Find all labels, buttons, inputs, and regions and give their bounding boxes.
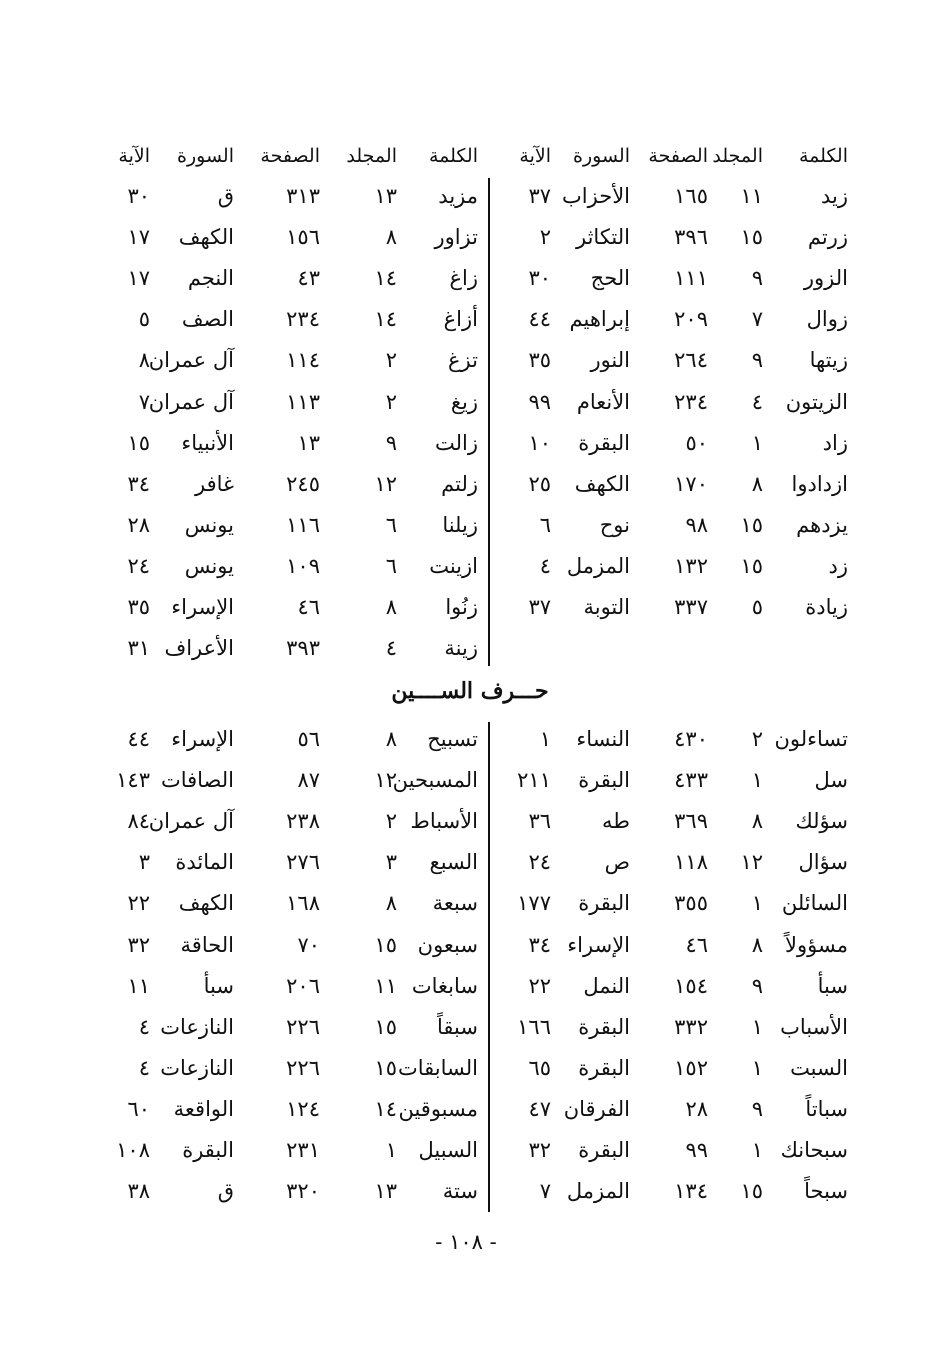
table-cell-page-num: ٤٣ <box>297 266 320 291</box>
table-cell-surah: غافر <box>194 471 234 496</box>
table-cell-volume: ١٢ <box>374 768 397 793</box>
table-cell-surah: المزمل <box>566 553 630 578</box>
table-cell-surah: النجم <box>187 266 234 291</box>
table-cell-page-num: ٢٢٦ <box>286 1055 320 1080</box>
table-cell-volume: ١٥ <box>740 1179 763 1204</box>
table-cell-ayah: ٤ <box>138 1014 150 1039</box>
table-cell-volume: ١٥ <box>740 553 763 578</box>
table-cell-word: زالت <box>435 430 478 455</box>
header-surah: السورة <box>177 145 234 167</box>
table-cell-surah: الحج <box>590 266 630 291</box>
table-cell-volume: ٢ <box>385 348 397 373</box>
table-cell-page-num: ٢٤٥ <box>286 471 320 496</box>
table-cell-volume: ٥ <box>751 595 763 619</box>
header-ayah: الآية <box>118 145 150 167</box>
table-cell-surah: البقرة <box>578 1055 630 1080</box>
table-cell-ayah: ٣٧ <box>528 184 551 208</box>
table-cell-page-num: ١٢٤ <box>286 1096 320 1121</box>
table-cell-page-num: ١٧٠ <box>674 471 708 496</box>
table-cell-page-num: ٣٩٦ <box>674 225 708 250</box>
table-cell-volume: ١٢ <box>740 850 763 875</box>
table-cell-word: سبقاً <box>437 1014 478 1039</box>
table-cell-surah: الإسراء <box>567 932 630 957</box>
table-cell-word: سباتاً <box>805 1096 848 1121</box>
table-cell-ayah: ٢٨ <box>127 512 150 537</box>
table-cell-page-num: ٣٣٢ <box>674 1014 708 1039</box>
table-cell-volume: ٢ <box>385 389 397 414</box>
table-cell-word: تساءلون <box>774 727 848 751</box>
table-cell-ayah: ٢٤ <box>528 850 551 875</box>
table-cell-word: سبعة <box>432 891 478 916</box>
header-page-num: الصفحة <box>260 145 320 167</box>
table-cell-ayah: ٥ <box>138 307 150 332</box>
table-cell-surah: الواقعة <box>173 1096 234 1121</box>
header-word: الكلمة <box>428 145 478 167</box>
table-cell-word: مزيد <box>438 184 478 208</box>
header-surah: السورة <box>573 145 630 167</box>
table-cell-word: سبأ <box>817 973 848 998</box>
table-cell-surah: ق <box>217 1179 234 1204</box>
table-cell-surah: البقرة <box>182 1138 234 1162</box>
table-cell-ayah: ١٠٨ <box>116 1138 150 1162</box>
table-cell-word: سبعون <box>417 932 478 957</box>
table-cell-page-num: ٤٦ <box>685 932 708 957</box>
table-cell-word: زاد <box>822 430 848 455</box>
table-cell-volume: ١ <box>751 1014 763 1039</box>
table-cell-page-num: ١٥٦ <box>286 225 320 250</box>
table-cell-ayah: ٤٤ <box>528 307 551 332</box>
table-cell-surah: آل عمران <box>148 389 234 414</box>
table-cell-surah: النور <box>590 348 630 373</box>
table-cell-volume: ١ <box>751 430 763 455</box>
column-divider <box>488 722 490 1212</box>
table-cell-volume: ١ <box>385 1138 397 1162</box>
table-cell-volume: ٧ <box>751 307 763 332</box>
table-cell-surah: الكهف <box>574 471 630 496</box>
table-cell-ayah: ٨ <box>138 348 150 373</box>
table-cell-ayah: ٦٠ <box>127 1096 150 1121</box>
table-cell-surah: الأعراف <box>164 636 234 661</box>
table-cell-ayah: ٣٨ <box>127 1179 150 1204</box>
table-cell-word: زيادة <box>805 595 848 619</box>
table-cell-volume: ١٣ <box>374 1179 397 1204</box>
table-cell-word: مسؤولاً <box>785 932 848 957</box>
table-cell-word: ازينت <box>429 553 478 578</box>
table-cell-page-num: ٥٦ <box>297 727 320 751</box>
table-cell-ayah: ٩٩ <box>528 389 551 414</box>
table-cell-ayah: ٣ <box>138 850 150 875</box>
table-cell-word: الأسباط <box>410 809 478 834</box>
table-cell-page-num: ١٣٢ <box>674 553 708 578</box>
table-cell-ayah: ١٠ <box>528 430 551 455</box>
table-cell-surah: الصف <box>181 307 234 332</box>
table-cell-page-num: ٤٦ <box>297 595 320 619</box>
table-cell-word: سابغات <box>411 973 478 998</box>
table-cell-page-num: ١١٨ <box>674 850 708 875</box>
table-cell-surah: النمل <box>583 973 630 998</box>
table-cell-ayah: ١٤٣ <box>116 768 150 793</box>
table-cell-word: سل <box>814 768 848 793</box>
table-cell-page-num: ١١١ <box>674 266 708 291</box>
table-cell-page-num: ١٥٢ <box>674 1055 708 1080</box>
table-cell-ayah: ٢٢ <box>528 973 551 998</box>
header-volume: المجلد <box>712 145 763 167</box>
table-cell-ayah: ١ <box>539 727 551 751</box>
table-cell-word: المسبحين <box>392 768 478 793</box>
table-cell-surah: الكهف <box>178 891 234 916</box>
table-cell-word: ازدادوا <box>791 471 848 496</box>
column-divider <box>488 178 490 666</box>
table-cell-page-num: ٢٠٦ <box>286 973 320 998</box>
table-cell-ayah: ١٧ <box>127 225 150 250</box>
table-cell-word: زيلنا <box>442 512 478 537</box>
table-cell-word: زوال <box>806 307 848 332</box>
table-cell-volume: ٩ <box>751 973 763 998</box>
table-cell-ayah: ٣٢ <box>127 932 150 957</box>
header-word: الكلمة <box>798 145 848 167</box>
table-cell-surah: البقرة <box>578 430 630 455</box>
table-cell-page-num: ١٦٨ <box>286 891 320 916</box>
table-cell-surah: البقرة <box>578 1138 630 1162</box>
table-cell-surah: البقرة <box>578 891 630 916</box>
table-cell-ayah: ٢٤ <box>127 553 150 578</box>
table-cell-volume: ١٥ <box>740 225 763 250</box>
table-cell-page-num: ٢٢٦ <box>286 1014 320 1039</box>
table-cell-ayah: ٣٠ <box>528 266 551 291</box>
table-cell-word: السبيل <box>418 1138 478 1162</box>
table-cell-page-num: ٩٨ <box>685 512 708 537</box>
table-cell-page-num: ٣٩٣ <box>286 636 320 661</box>
table-cell-volume: ١٥ <box>374 1014 397 1039</box>
table-cell-page-num: ٣٦٩ <box>674 809 708 834</box>
table-cell-surah: النساء <box>576 727 630 751</box>
table-cell-surah: الإسراء <box>171 595 234 619</box>
page-number: - ١٠٨ - <box>435 1230 497 1254</box>
table-cell-surah: التوبة <box>583 595 630 619</box>
table-cell-volume: ٩ <box>751 348 763 373</box>
table-cell-volume: ٨ <box>385 595 397 619</box>
table-cell-page-num: ٣٢٠ <box>286 1179 320 1204</box>
table-cell-page-num: ١٠٩ <box>286 553 320 578</box>
table-cell-page-num: ٢٠٩ <box>674 307 708 332</box>
table-cell-volume: ٨ <box>385 225 397 250</box>
table-cell-volume: ٩ <box>385 430 397 455</box>
table-cell-word: زيغ <box>450 389 478 414</box>
table-cell-volume: ٨ <box>385 727 397 751</box>
table-cell-volume: ١٤ <box>374 266 397 291</box>
table-cell-surah: ق <box>217 184 234 208</box>
table-cell-volume: ١٤ <box>374 307 397 332</box>
table-cell-ayah: ٣٥ <box>528 348 551 373</box>
table-cell-surah: طه <box>602 809 630 834</box>
table-cell-surah: النازعات <box>160 1055 234 1080</box>
table-cell-word: أزاغ <box>443 307 478 332</box>
table-cell-surah: يونس <box>184 553 234 578</box>
table-cell-ayah: ٢٢ <box>127 891 150 916</box>
table-cell-word: سؤال <box>798 850 848 875</box>
table-cell-word: زيد <box>820 184 848 208</box>
table-cell-ayah: ٣٤ <box>127 471 150 496</box>
table-cell-page-num: ١١٤ <box>286 348 320 373</box>
table-cell-page-num: ٢٦٤ <box>674 348 708 373</box>
table-cell-volume: ١ <box>751 768 763 793</box>
table-cell-volume: ١٥ <box>374 1055 397 1080</box>
header-volume: المجلد <box>346 145 397 167</box>
table-cell-word: السائلن <box>781 891 848 916</box>
table-cell-word: يزدهم <box>796 512 848 537</box>
table-cell-ayah: ٣٠ <box>127 184 150 208</box>
table-cell-word: سبحانك <box>780 1138 848 1162</box>
table-cell-ayah: ٤ <box>539 553 551 578</box>
table-cell-surah: الإسراء <box>171 727 234 751</box>
table-cell-surah: ص <box>604 850 630 875</box>
table-cell-surah: يونس <box>184 512 234 537</box>
table-cell-page-num: ٣١٣ <box>286 184 320 208</box>
table-cell-surah: نوح <box>599 512 630 537</box>
table-cell-page-num: ١١٣ <box>286 389 320 414</box>
table-cell-volume: ٨ <box>385 891 397 916</box>
table-cell-surah: الحاقة <box>180 932 234 957</box>
table-cell-volume: ٨ <box>751 932 763 957</box>
table-cell-surah: التكاثر <box>576 225 630 250</box>
table-cell-surah: النازعات <box>160 1014 234 1039</box>
table-cell-word: زيتها <box>809 348 848 373</box>
table-cell-ayah: ١٥ <box>127 430 150 455</box>
table-cell-word: الزور <box>803 266 848 291</box>
table-cell-surah: الأنعام <box>576 389 630 414</box>
table-cell-ayah: ٢١١ <box>517 768 551 793</box>
table-cell-page-num: ١٣٤ <box>674 1179 708 1204</box>
table-cell-page-num: ٧٠ <box>297 932 320 957</box>
table-cell-page-num: ٥٠ <box>685 430 708 455</box>
table-cell-ayah: ٣٢ <box>528 1138 551 1162</box>
table-cell-surah: الصافات <box>160 768 234 793</box>
table-cell-page-num: ١١٦ <box>286 512 320 537</box>
table-cell-ayah: ٧ <box>138 389 150 414</box>
table-cell-word: تزاور <box>434 225 478 250</box>
table-cell-volume: ١٥ <box>740 512 763 537</box>
section-title: حـــرف الســــين <box>391 678 549 704</box>
table-cell-surah: الأحزاب <box>562 184 630 208</box>
table-cell-volume: ١٣ <box>374 184 397 208</box>
table-cell-volume: ١٢ <box>374 471 397 496</box>
table-cell-ayah: ٨٤ <box>127 809 150 834</box>
table-cell-word: زلتم <box>441 471 478 496</box>
table-cell-volume: ٦ <box>385 553 397 578</box>
table-cell-ayah: ٢ <box>539 225 551 250</box>
table-cell-ayah: ١١ <box>127 973 150 998</box>
table-cell-ayah: ٦ <box>539 512 551 537</box>
table-cell-page-num: ١٥٤ <box>674 973 708 998</box>
table-cell-word: زاغ <box>449 266 478 291</box>
table-cell-ayah: ١٧٧ <box>517 891 551 916</box>
table-cell-page-num: ٢٣١ <box>286 1138 320 1162</box>
table-cell-surah: آل عمران <box>148 348 234 373</box>
table-cell-ayah: ٤٧ <box>528 1096 551 1121</box>
table-cell-word: تزغ <box>448 348 478 373</box>
table-cell-volume: ١ <box>751 891 763 916</box>
header-ayah: الآية <box>519 145 551 167</box>
table-cell-word: زينة <box>444 636 478 661</box>
table-cell-surah: المائدة <box>175 850 234 875</box>
table-cell-ayah: ٣٧ <box>528 595 551 619</box>
table-cell-volume: ٤ <box>385 636 397 661</box>
table-cell-word: السابقات <box>397 1055 478 1080</box>
table-cell-ayah: ٧ <box>539 1179 551 1204</box>
table-cell-word: سبحاً <box>804 1179 848 1204</box>
table-cell-surah: البقرة <box>578 768 630 793</box>
table-cell-volume: ٢ <box>751 727 763 751</box>
table-cell-word: مسبوقين <box>398 1096 478 1121</box>
table-cell-word: زرتم <box>807 225 848 250</box>
table-cell-ayah: ٤ <box>138 1055 150 1080</box>
table-cell-ayah: ٣٤ <box>528 932 551 957</box>
table-cell-volume: ١٤ <box>374 1096 397 1121</box>
table-cell-surah: الفرقان <box>563 1096 630 1121</box>
table-cell-surah: إبراهيم <box>569 307 630 332</box>
table-cell-volume: ٨ <box>751 809 763 834</box>
table-cell-volume: ١ <box>751 1138 763 1162</box>
table-cell-page-num: ١٣ <box>297 430 320 455</box>
table-cell-page-num: ٢٨ <box>685 1096 708 1121</box>
table-cell-volume: ١٥ <box>374 932 397 957</box>
table-cell-volume: ٩ <box>751 1096 763 1121</box>
table-cell-ayah: ٣١ <box>127 636 150 661</box>
table-cell-ayah: ٣٥ <box>127 595 150 619</box>
header-page-num: الصفحة <box>648 145 708 167</box>
table-cell-page-num: ٨٧ <box>297 768 320 793</box>
table-cell-volume: ٩ <box>751 266 763 291</box>
table-cell-volume: ٤ <box>751 389 763 414</box>
table-cell-volume: ٦ <box>385 512 397 537</box>
table-cell-page-num: ٢٣٨ <box>286 809 320 834</box>
table-cell-word: الزيتون <box>785 389 848 414</box>
table-cell-surah: الكهف <box>178 225 234 250</box>
table-cell-word: الأسباب <box>780 1014 848 1039</box>
table-cell-ayah: ٦٥ <box>528 1055 551 1080</box>
table-cell-word: السبع <box>429 850 478 875</box>
table-cell-word: زنُوا <box>445 595 478 619</box>
table-cell-word: السبت <box>790 1055 848 1080</box>
table-cell-word: تسبيح <box>427 727 478 751</box>
table-cell-volume: ١١ <box>740 184 763 208</box>
table-cell-page-num: ٢٧٦ <box>286 850 320 875</box>
table-cell-volume: ٣ <box>385 850 397 875</box>
table-cell-page-num: ٤٣٣ <box>674 768 708 793</box>
table-cell-volume: ١١ <box>374 973 397 998</box>
table-cell-surah: المزمل <box>566 1179 630 1204</box>
table-cell-surah: الأنبياء <box>181 430 234 455</box>
table-cell-ayah: ١٧ <box>127 266 150 291</box>
table-cell-ayah: ١٦٦ <box>517 1014 551 1039</box>
table-cell-surah: سبأ <box>203 973 234 998</box>
table-cell-word: ستة <box>442 1179 478 1204</box>
table-cell-ayah: ٤٤ <box>127 727 150 751</box>
table-cell-page-num: ٤٣٠ <box>674 727 708 751</box>
table-cell-volume: ١ <box>751 1055 763 1080</box>
table-cell-page-num: ٣٣٧ <box>674 595 708 619</box>
table-cell-volume: ٢ <box>385 809 397 834</box>
table-cell-page-num: ٢٣٤ <box>674 389 708 414</box>
table-cell-ayah: ٣٦ <box>528 809 551 834</box>
table-cell-surah: البقرة <box>578 1014 630 1039</box>
table-cell-word: زد <box>828 553 848 578</box>
table-cell-word: سؤلك <box>795 809 848 834</box>
table-cell-page-num: ٩٩ <box>685 1138 708 1162</box>
table-cell-volume: ٨ <box>751 471 763 496</box>
table-cell-ayah: ٢٥ <box>528 471 551 496</box>
table-cell-page-num: ٢٣٤ <box>286 307 320 332</box>
table-cell-page-num: ١٦٥ <box>674 184 708 208</box>
table-cell-surah: آل عمران <box>148 809 234 834</box>
table-cell-page-num: ٣٥٥ <box>674 891 708 916</box>
